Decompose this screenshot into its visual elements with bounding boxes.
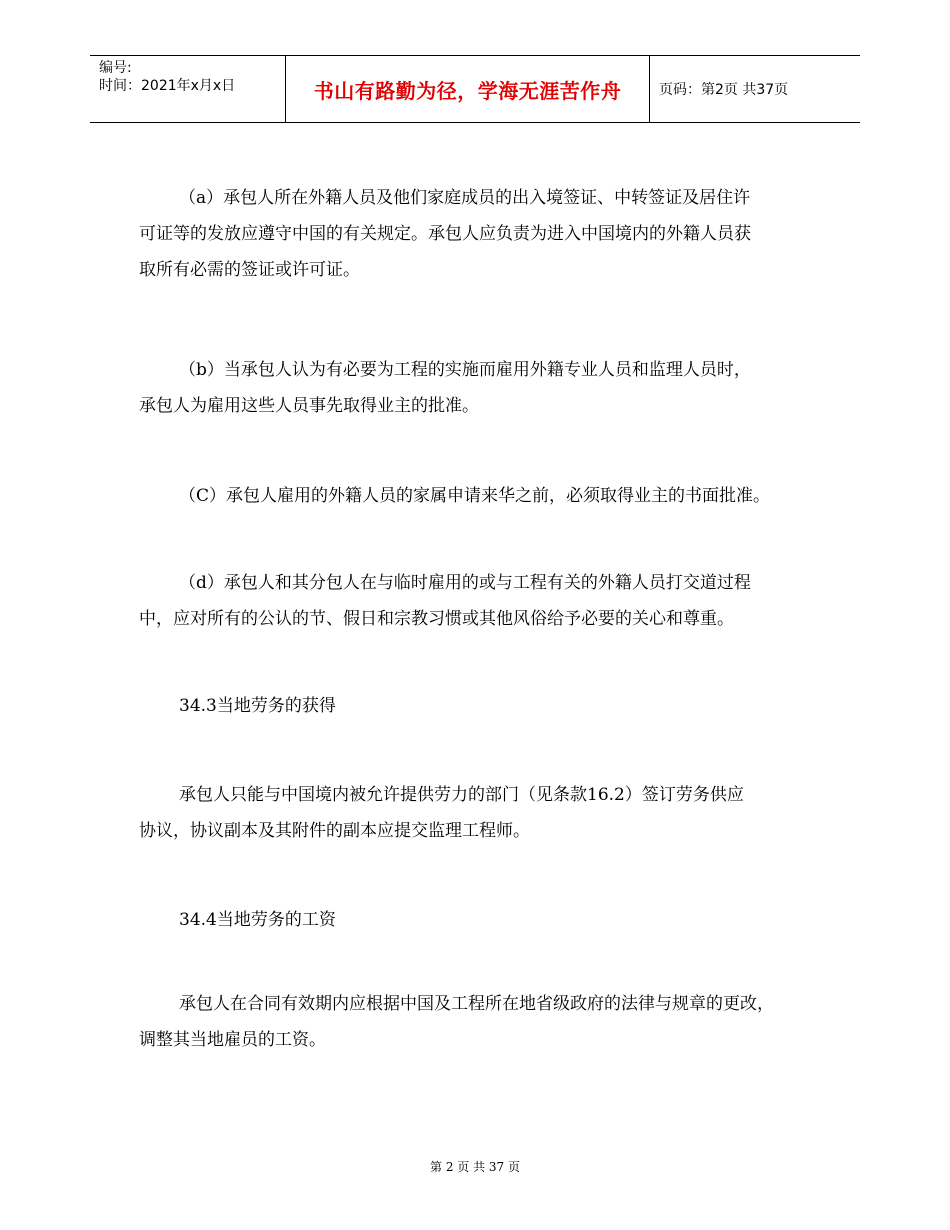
paragraph-local-wages xyxy=(139,986,774,1058)
paragraph-c xyxy=(139,478,770,514)
header-meta xyxy=(90,56,286,122)
paragraph-line: 34.3当地劳务的获得 xyxy=(179,696,336,716)
header-page-info: 页码：第2页 共37页 xyxy=(659,82,789,98)
paragraph-line: （a）承包人所在外籍人员及他们家庭成员的出入境签证、中转签证及居住许 xyxy=(179,188,751,208)
paragraph-line: 承包人为雇用这些人员事先取得业主的批准。 xyxy=(139,396,479,416)
paragraph-line: （b）当承包人认为有必要为工程的实施而雇用外籍专业人员和监理人员时， xyxy=(179,360,751,380)
paragraph-line: 承包人只能与中国境内被允许提供劳力的部门（见条款16.2）签订劳务供应 xyxy=(179,785,744,805)
section-heading-34-3 xyxy=(139,688,336,724)
paragraph-line: 协议，协议副本及其附件的副本应提交监理工程师。 xyxy=(139,821,530,841)
header-slogan: 书山有路勤为径，学海无涯苦作舟 xyxy=(286,56,650,122)
paragraph-line: 可证等的发放应遵守中国的有关规定。承包人应负责为进入中国境内的外籍人员获 xyxy=(139,224,751,244)
section-heading-34-4 xyxy=(139,902,336,938)
page-header xyxy=(90,55,860,123)
paragraph-line: 中，应对所有的公认的节、假日和宗教习惯或其他风俗给予必要的关心和尊重。 xyxy=(139,609,734,629)
page-footer: 第 2 页 共 37 页 xyxy=(430,1160,520,1174)
paragraph-line: （d）承包人和其分包人在与临时雇用的或与工程有关的外籍人员打交道过程 xyxy=(179,573,751,593)
paragraph-line: 取所有必需的签证或许可证。 xyxy=(139,260,360,280)
paragraph-line: 调整其当地雇员的工资。 xyxy=(139,1030,326,1050)
paragraph-d xyxy=(139,565,751,637)
paragraph-line: （C）承包人雇用的外籍人员的家属申请来华之前，必须取得业主的书面批准。 xyxy=(179,486,771,506)
paragraph-line: 承包人在合同有效期内应根据中国及工程所在地省级政府的法律与规章的更改， xyxy=(179,994,774,1014)
document-number-label: 编号: xyxy=(99,60,132,76)
paragraph-a xyxy=(139,180,751,288)
document-time: 时间：2021年x月x日 xyxy=(99,78,236,94)
paragraph-local-labor xyxy=(139,777,744,849)
paragraph-line: 34.4当地劳务的工资 xyxy=(179,910,336,930)
paragraph-b xyxy=(139,352,751,424)
